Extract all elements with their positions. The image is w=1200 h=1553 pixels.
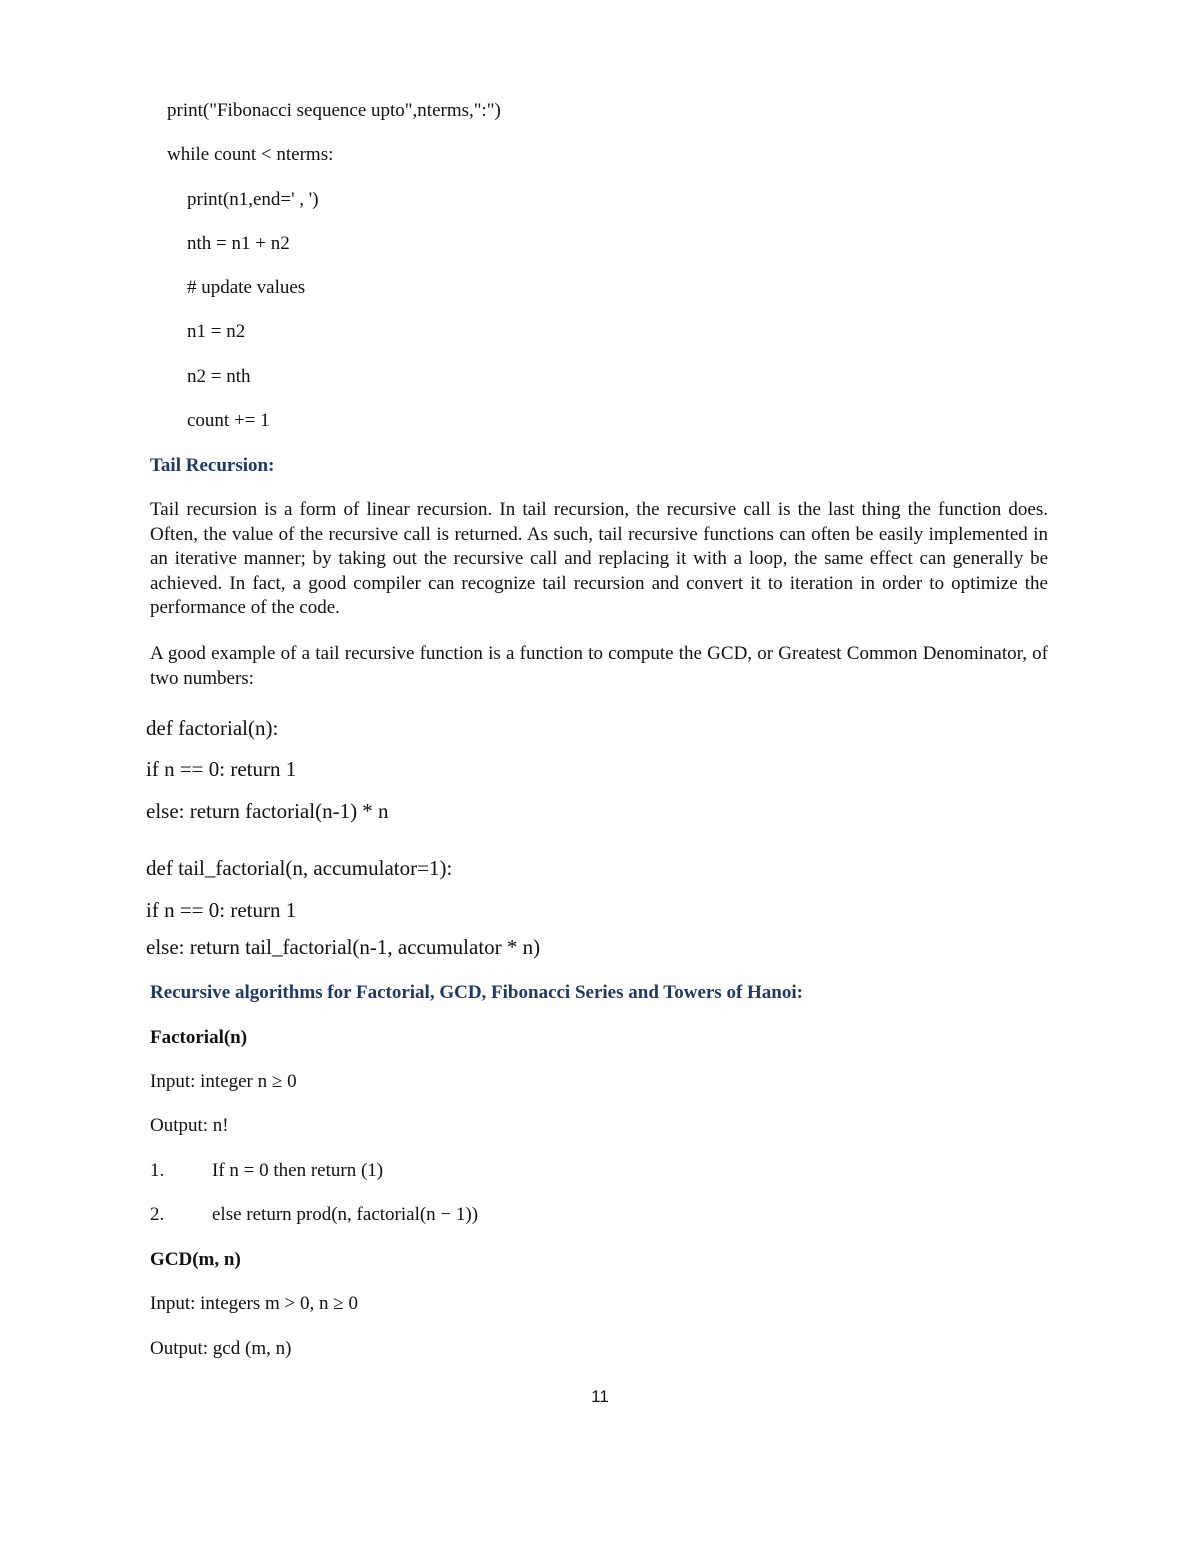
code-comment: # update values (187, 277, 306, 298)
step-number: 1. (150, 1160, 165, 1181)
step-number: 2. (150, 1204, 165, 1225)
step-text: else return prod(n, factorial(n − 1)) (212, 1204, 479, 1225)
tail-factorial-code-line: else: return tail_factorial(n-1, accumulator * n) (146, 935, 541, 959)
factorial-output: Output: n! (150, 1115, 229, 1136)
gcd-title: GCD(m, n) (150, 1249, 241, 1270)
code-line: print(n1,end=' , ') (187, 189, 319, 210)
code-line: n1 = n2 (187, 321, 246, 342)
factorial-code-line: if n == 0: return 1 (146, 757, 297, 781)
code-line: count += 1 (187, 410, 270, 431)
code-line: while count < nterms: (167, 144, 334, 165)
factorial-code-line: def factorial(n): (146, 716, 279, 740)
page-number: 11 (591, 1387, 609, 1406)
recursive-algorithms-heading: Recursive algorithms for Factorial, GCD, Fibonacci Series and Towers of Hanoi: (150, 982, 803, 1003)
code-line: nth = n1 + n2 (187, 233, 290, 254)
gcd-input: Input: integers m > 0, n ≥ 0 (150, 1293, 358, 1314)
gcd-output: Output: gcd (m, n) (150, 1338, 292, 1359)
factorial-code-line: else: return factorial(n-1) * n (146, 799, 389, 823)
factorial-title: Factorial(n) (150, 1027, 248, 1048)
tail-recursion-heading: Tail Recursion: (150, 455, 275, 476)
tail-factorial-code-line: def tail_factorial(n, accumulator=1): (146, 856, 453, 880)
code-line: n2 = nth (187, 366, 251, 387)
code-line: print("Fibonacci sequence upto",nterms,":") (167, 100, 501, 121)
factorial-input: Input: integer n ≥ 0 (150, 1071, 297, 1092)
step-text: If n = 0 then return (1) (212, 1160, 384, 1181)
gcd-example-paragraph: A good example of a tail recursive function is a function to compute the GCD, or Greatest Common Denominator, of two numbers: (150, 643, 1048, 689)
tail-recursion-paragraph: Tail recursion is a form of linear recursion. In tail recursion, the recursive call is the last thing the function does. Often, the value of the recursive call is returned. As such, tail recursive functions can often be easily implemented in an iterative manner; by taking out the recursive call and replacing it with a loop, the same effect can generally be achieved. In fact, a good compiler can recognize tail recursion and convert it to iteration in order to optimize the performance of the code. (150, 499, 1048, 618)
tail-factorial-code-line: if n == 0: return 1 (146, 898, 297, 922)
